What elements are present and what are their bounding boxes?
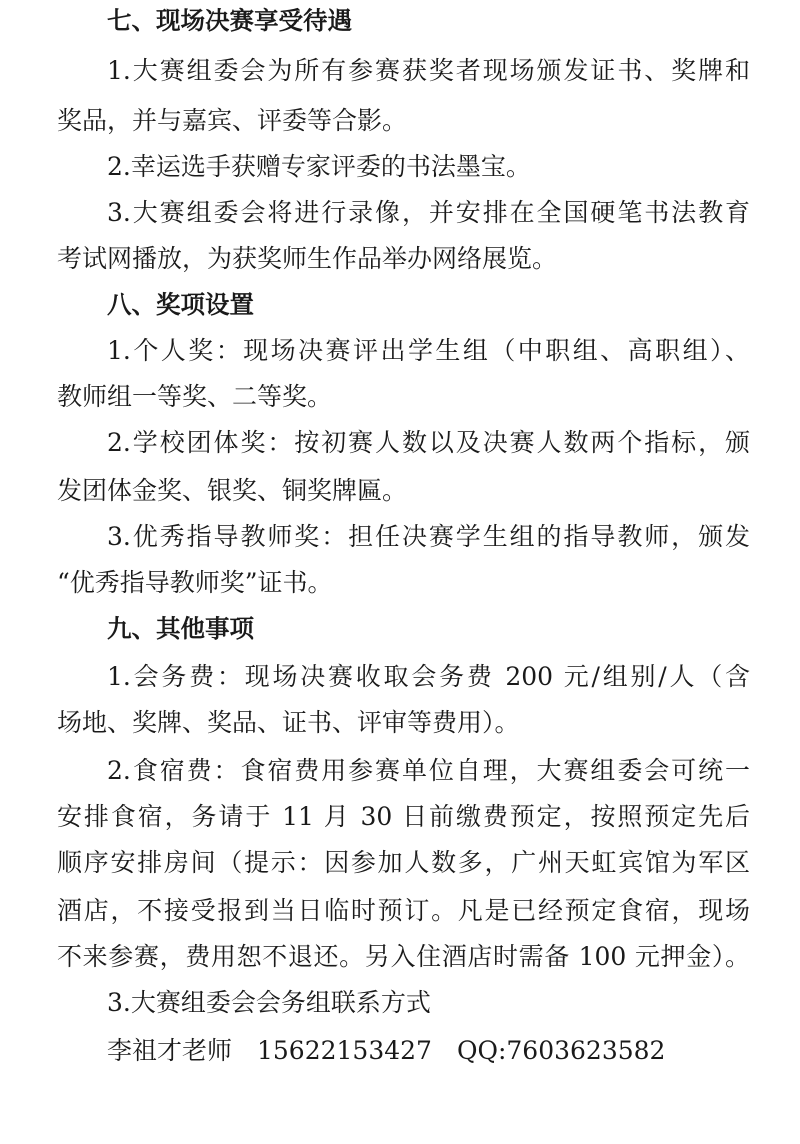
paragraph-line: 3.优秀指导教师奖：担任决赛学生组的指导教师，颁发	[107, 522, 750, 551]
paragraph-line: 酒店，不接受报到当日临时预订。凡是已经预定食宿，现场	[57, 896, 750, 925]
paragraph-line: 1.个人奖：现场决赛评出学生组（中职组、高职组）、	[107, 336, 750, 365]
paragraph-line: 3.大赛组委会将进行录像，并安排在全国硬笔书法教育	[107, 198, 750, 227]
section-heading-7: 七、现场决赛享受待遇	[107, 6, 352, 35]
paragraph-line: 不来参赛，费用恕不退还。另入住酒店时需备 100 元押金）。	[57, 942, 750, 971]
paragraph-line: 奖品，并与嘉宾、评委等合影。	[57, 106, 408, 135]
paragraph-line: 2.食宿费：食宿费用参赛单位自理，大赛组委会可统一	[107, 756, 750, 785]
paragraph-line: 3.大赛组委会会务组联系方式	[107, 988, 431, 1017]
section-heading-9: 九、其他事项	[107, 614, 254, 643]
paragraph-line: 2.学校团体奖：按初赛人数以及决赛人数两个指标，颁	[107, 428, 750, 457]
paragraph-line: 1.大赛组委会为所有参赛获奖者现场颁发证书、奖牌和	[107, 56, 750, 85]
paragraph-line: 1.会务费：现场决赛收取会务费 200 元/组别/人（含	[107, 662, 750, 691]
paragraph-line: 考试网播放，为获奖师生作品举办网络展览。	[57, 244, 558, 273]
paragraph-line: 顺序安排房间（提示：因参加人数多，广州天虹宾馆为军区	[57, 848, 750, 877]
paragraph-line: 2.幸运选手获赠专家评委的书法墨宝。	[107, 152, 531, 181]
paragraph-line: 场地、奖牌、奖品、证书、评审等费用）。	[57, 708, 520, 737]
paragraph-line: “优秀指导教师奖”证书。	[57, 568, 333, 597]
paragraph-line: 教师组一等奖、二等奖。	[57, 382, 333, 411]
paragraph-line: 发团体金奖、银奖、铜奖牌匾。	[57, 476, 408, 505]
section-heading-8: 八、奖项设置	[107, 290, 254, 319]
contact-line: 李祖才老师 15622153427 QQ:7603623582	[107, 1036, 666, 1065]
paragraph-line: 安排食宿，务请于 11 月 30 日前缴费预定，按照预定先后	[57, 802, 750, 831]
